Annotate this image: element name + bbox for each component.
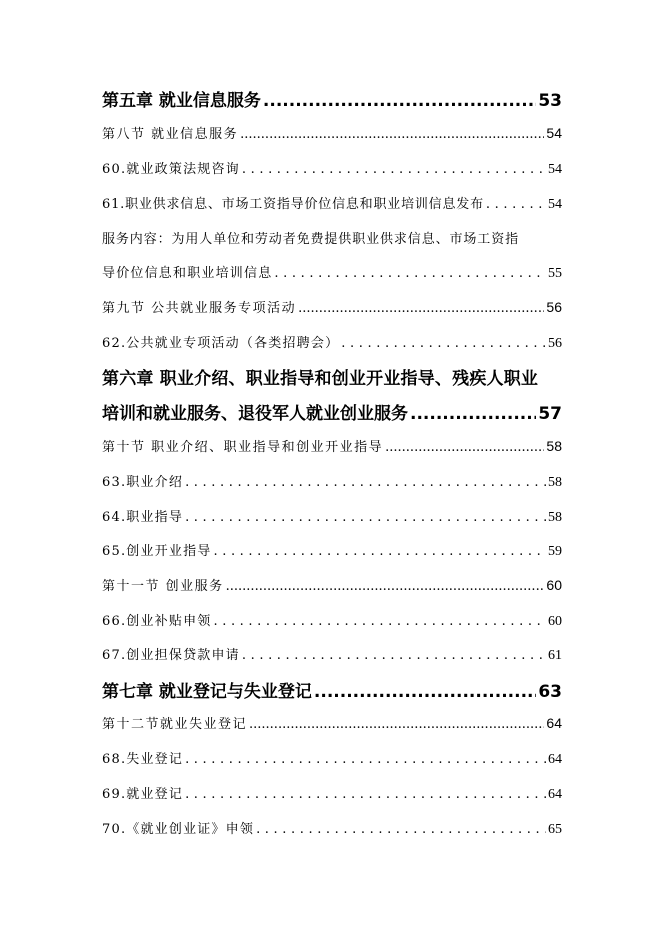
toc-chapter-6[interactable] xyxy=(102,399,562,424)
toc-chapter-6-line-1[interactable]: 第六章 职业介绍、职业指导和创业开业指导、残疾人职业 xyxy=(102,369,539,389)
toc-page-number: 64 xyxy=(548,752,562,767)
toc-label: 70.《就业创业证》申领 xyxy=(102,822,255,837)
toc-page-number: 54 xyxy=(548,197,562,212)
toc-label: 66.创业补贴申领 xyxy=(102,614,212,629)
dot-leader xyxy=(314,682,536,702)
toc-page-number: 61 xyxy=(548,648,562,663)
toc-service-content-continued[interactable] xyxy=(102,262,562,282)
toc-page-number: 60 xyxy=(546,577,562,593)
toc-page-number: 65 xyxy=(548,822,562,837)
dot-leader xyxy=(263,91,536,111)
toc-page-number: 59 xyxy=(548,544,562,559)
toc-item-69[interactable] xyxy=(102,783,562,803)
toc-section-8[interactable] xyxy=(102,123,562,142)
toc-service-content-line: 服务内容：为用人单位和劳动者免费提供职业供求信息、市场工资指 xyxy=(102,232,520,247)
toc-label: 导价位信息和职业培训信息 xyxy=(102,266,273,281)
dot-leader xyxy=(410,404,536,424)
toc-page-number: 58 xyxy=(548,475,562,490)
dot-leader xyxy=(274,266,546,281)
toc-chapter-7[interactable] xyxy=(102,677,562,702)
toc-page-number: 58 xyxy=(548,510,562,525)
toc-page-number: 56 xyxy=(546,299,562,315)
toc-item-60[interactable] xyxy=(102,158,562,178)
dot-leader xyxy=(486,197,546,212)
toc-item-61[interactable] xyxy=(102,193,562,213)
toc-label: 65.创业开业指导 xyxy=(102,544,212,559)
toc-label: 第十一节 创业服务 xyxy=(102,579,224,594)
toc-item-68[interactable] xyxy=(102,748,562,768)
toc-section-11[interactable] xyxy=(102,575,562,594)
toc-item-62[interactable] xyxy=(102,332,562,352)
toc-item-63[interactable] xyxy=(102,471,562,491)
toc-item-65[interactable] xyxy=(102,540,562,560)
toc-item-67[interactable] xyxy=(102,644,562,664)
toc-page-number: 55 xyxy=(548,266,562,281)
dot-leader xyxy=(213,544,546,559)
dot-leader xyxy=(185,787,546,802)
toc-item-64[interactable] xyxy=(102,506,562,526)
dot-leader xyxy=(256,822,546,837)
toc-label: 第十节 职业介绍、职业指导和创业开业指导 xyxy=(102,440,384,455)
toc-section-9[interactable] xyxy=(102,297,562,316)
dot-leader xyxy=(185,475,546,490)
toc-label: 第九节 公共就业服务专项活动 xyxy=(102,301,297,316)
toc-label: 61.职业供求信息、市场工资指导价位信息和职业培训信息发布 xyxy=(102,197,484,212)
toc-label: 第七章 就业登记与失业登记 xyxy=(102,682,312,702)
toc-page-number: 63 xyxy=(538,682,562,702)
toc-label: 64.职业指导 xyxy=(102,510,184,525)
toc-item-70[interactable] xyxy=(102,818,562,838)
toc-page-number: 53 xyxy=(538,91,562,111)
toc-page-number: 60 xyxy=(548,614,562,629)
toc-page-number: 64 xyxy=(546,715,562,731)
dot-leader xyxy=(185,752,546,767)
dot-leader xyxy=(185,510,546,525)
toc-label: 第五章 就业信息服务 xyxy=(102,91,261,111)
toc-label: 68.失业登记 xyxy=(102,752,184,767)
toc-item-66[interactable] xyxy=(102,610,562,630)
dot-leader xyxy=(213,614,546,629)
dot-leader xyxy=(249,717,544,732)
dot-leader xyxy=(385,440,544,455)
toc-page-number: 54 xyxy=(548,162,562,177)
toc-page-number: 58 xyxy=(546,438,562,454)
dot-leader xyxy=(298,301,544,316)
toc-section-10[interactable] xyxy=(102,436,562,455)
toc-label: 第八节 就业信息服务 xyxy=(102,127,239,142)
dot-leader xyxy=(240,127,544,142)
dot-leader xyxy=(341,336,546,351)
toc-page-number: 57 xyxy=(538,404,562,424)
dot-leader xyxy=(242,162,546,177)
toc-chapter-5[interactable] xyxy=(102,86,562,111)
toc-label: 69.就业登记 xyxy=(102,787,184,802)
toc-label: 60.就业政策法规咨询 xyxy=(102,162,240,177)
dot-leader xyxy=(226,579,545,594)
toc-page-number: 56 xyxy=(548,336,562,351)
toc-page-number: 64 xyxy=(548,787,562,802)
toc-label: 62.公共就业专项活动（各类招聘会） xyxy=(102,336,340,351)
toc-label: 第十二节就业失业登记 xyxy=(102,717,248,732)
toc-label: 63.职业介绍 xyxy=(102,475,184,490)
toc-section-12[interactable] xyxy=(102,713,562,732)
toc-label: 67.创业担保贷款申请 xyxy=(102,648,240,663)
toc-label: 培训和就业服务、退役军人就业创业服务 xyxy=(102,404,408,424)
toc-page-number: 54 xyxy=(546,125,562,141)
dot-leader xyxy=(242,648,546,663)
